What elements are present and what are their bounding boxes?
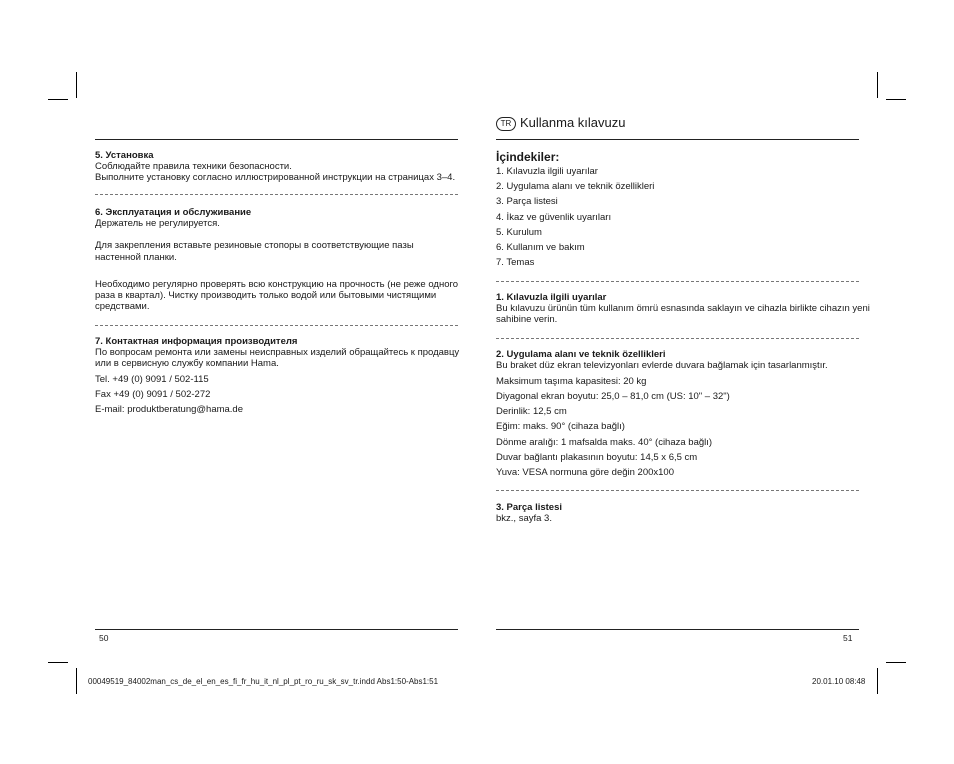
divider bbox=[496, 490, 859, 491]
language-badge: TR bbox=[496, 117, 516, 131]
toc-item: 6. Kullanım ve bakım bbox=[496, 242, 585, 253]
header-rule-left bbox=[95, 139, 458, 140]
crop-mark bbox=[877, 72, 878, 98]
crop-mark bbox=[48, 99, 68, 100]
crop-mark bbox=[48, 662, 68, 663]
header-rule-right bbox=[496, 139, 859, 140]
toc-item: 2. Uygulama alanı ve teknik özellikleri bbox=[496, 181, 655, 192]
slug-file: 00049519_84002man_cs_de_el_en_es_fi_fr_hu_it_nl_pl_pt_ro_ru_sk_sv_tr.indd Abs1:50-Abs1:51 bbox=[88, 677, 439, 686]
section-7-line: По вопросам ремонта или замены неисправных изделий обращайтесь к продавцу bbox=[95, 347, 460, 358]
crop-mark bbox=[76, 72, 77, 98]
toc-item: 1. Kılavuzla ilgili uyarılar bbox=[496, 166, 598, 177]
section-5-title: 5. Установка bbox=[95, 150, 154, 161]
toc-item: 5. Kurulum bbox=[496, 227, 542, 238]
spec-item: Maksimum taşıma kapasitesi: 20 kg bbox=[496, 376, 647, 387]
spec-item: Dönme aralığı: 1 mafsalda maks. 40° (cihaza bağlı) bbox=[496, 437, 713, 448]
page-title: Kullanma kılavuzu bbox=[520, 115, 626, 130]
section-6-line: Держатель не регулируется. bbox=[95, 218, 220, 229]
section-1-line: sahibine verin. bbox=[496, 314, 558, 325]
section-6-p3: средствами. bbox=[95, 301, 150, 312]
section-6-p2: настенной планки. bbox=[95, 252, 177, 263]
toc-item: 3. Parça listesi bbox=[496, 196, 558, 207]
crop-mark bbox=[877, 668, 878, 694]
spec-item: Diyagonal ekran boyutu: 25,0 – 81,0 cm (US: 10" – 32") bbox=[496, 391, 730, 402]
spec-item: Derinlik: 12,5 cm bbox=[496, 406, 567, 417]
section-2-intro: Bu braket düz ekran televizyonları evlerde duvara bağlamak için tasarlanmıştır. bbox=[496, 360, 828, 371]
slug-date: 20.01.10 08:48 bbox=[812, 677, 866, 686]
divider bbox=[95, 325, 458, 326]
spec-item: Yuva: VESA normuna göre değin 200x100 bbox=[496, 467, 674, 478]
contact-tel: Tel. +49 (0) 9091 / 502-115 bbox=[95, 374, 209, 385]
divider bbox=[496, 338, 859, 339]
spec-item: Eğim: maks. 90° (cihaza bağlı) bbox=[496, 421, 625, 432]
divider bbox=[95, 194, 458, 195]
crop-mark bbox=[886, 99, 906, 100]
section-3-line: bkz., sayfa 3. bbox=[496, 513, 552, 524]
section-1-line: Bu kılavuzu ürünün tüm kullanım ömrü esnasında saklayın ve cihazla birlikte cihazın yeni bbox=[496, 303, 870, 314]
footer-rule-right bbox=[496, 629, 859, 630]
section-6-title: 6. Эксплуатация и обслуживание bbox=[95, 207, 252, 218]
section-3-title: 3. Parça listesi bbox=[496, 502, 563, 513]
contact-email: E-mail: produktberatung@hama.de bbox=[95, 404, 244, 415]
page-number-right: 51 bbox=[843, 633, 853, 643]
section-6-p3: Необходимо регулярно проверять всю конструкцию на прочность (не реже одного bbox=[95, 279, 459, 290]
section-6-p2: Для закрепления вставьте резиновые стопоры в соответствующие пазы bbox=[95, 240, 414, 251]
page-number-left: 50 bbox=[99, 633, 109, 643]
section-2-title: 2. Uygulama alanı ve teknik özellikleri bbox=[496, 349, 666, 360]
crop-mark bbox=[886, 662, 906, 663]
toc-item: 4. İkaz ve güvenlik uyarıları bbox=[496, 212, 612, 223]
spec-item: Duvar bağlantı plakasının boyutu: 14,5 x 6,5 cm bbox=[496, 452, 698, 463]
section-1-title: 1. Kılavuzla ilgili uyarılar bbox=[496, 292, 607, 303]
crop-mark bbox=[76, 668, 77, 694]
footer-rule-left bbox=[95, 629, 458, 630]
section-5-line: Соблюдайте правила техники безопасности. bbox=[95, 161, 292, 172]
toc-heading: İçindekiler: bbox=[496, 150, 560, 164]
contact-fax: Fax +49 (0) 9091 / 502-272 bbox=[95, 389, 211, 400]
section-7-title: 7. Контактная информация производителя bbox=[95, 336, 298, 347]
toc-item: 7. Temas bbox=[496, 257, 535, 268]
divider bbox=[496, 281, 859, 282]
section-6-p3: раза в квартал). Чистку производить только водой или бытовыми чистящими bbox=[95, 290, 437, 301]
section-7-line: или в сервисную службу компании Hama. bbox=[95, 358, 279, 369]
section-5-line: Выполните установку согласно иллюстрированной инструкции на страницах 3–4. bbox=[95, 172, 456, 183]
